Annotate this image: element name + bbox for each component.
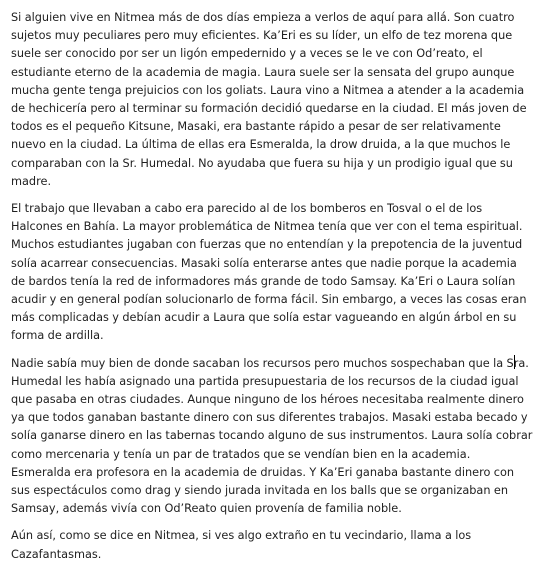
- paragraph-2[interactable]: El trabajo que llevaban a cabo era parecido al de los bomberos en Tosval o el de los Halcones en Bahía. La mayor problemática de Nitmea tenía que ver con el tema espiritual. Muchos estudiantes jugaban con fuerzas que no entendían y la prepotencia de la juventud solía acarrear consecuencias. Masaki solía enterarse antes que nadie porque la academia de bardos tenía la red de informadores más grande de todo Samsay. Ka’Eri o Laura solían acudir y en general podían solucionarlo de forma fácil. Sin embargo, a veces las cosas eran más complicadas y debían acudir a Laura que solía estar vagueando en algún árbol en su forma de ardilla.: [11, 202, 527, 343]
- paragraph-3-text-start: Nadie sabía muy bien de donde sacaban los recursos pero muchos sospechaban que la S: [11, 356, 514, 370]
- paragraph-3[interactable]: [11, 355, 533, 519]
- paragraph-1[interactable]: Si alguien vive en Nitmea más de dos días empieza a verlos de aquí para allá. Son cuatro sujetos muy peculiares pero muy eficientes. Ka’Eri es su líder, un elfo de tez morena que suele ser conocido por ser un ligón empedernido y a veces se le ve con Od’reato, el estudiante eterno de la academia de magia. Laura suele ser la sensata del grupo aunque mucha gente tenga prejuicios con los goliats. Laura vino a Nitmea a atender a la academia de hechicería pero al terminar su formación decidió quedarse en la ciudad. El más joven de todos es el pequeño Kitsune, Masaki, era bastante rápido a pesar de ser relativamente nuevo en la ciudad. La última de ellas era Esmeralda, la drow druida, a la que muchos le comparaban con la Sr. Humedal. No ayudaba que fuera su hija y un prodigio igual que su madre.: [11, 11, 527, 188]
- paragraph-4[interactable]: Aún así, como se dice en Nitmea, si ves algo extraño en tu vecindario, llama a los Cazafantasmas.: [11, 529, 472, 561]
- paragraph-3-text-end: ra. Humedal les había asignado una partida presupuestaria de los recursos de la ciudad igual que pasaba en otras ciudades. Aunque ninguno de los héroes necesitaba realmente dinero ya que todos ganaban bastante dinero con sus diferentes trabajos. Masaki estaba becado y solía ganarse dinero en las tabernas tocando alguno de sus instrumentos. Laura solía cobrar como mercenaria y tenía un par de tratados que se vendían bien en la academia. Esmeralda era profesora en la academia de druidas. Y Ka’Eri ganaba bastante dinero con sus espectáculos como drag y siendo jurada invitada en los balls que se organizaban en Samsay, además vivía con Od’Reato quien provenía de familia noble.: [11, 356, 533, 516]
- document-page: [11, 9, 533, 573]
